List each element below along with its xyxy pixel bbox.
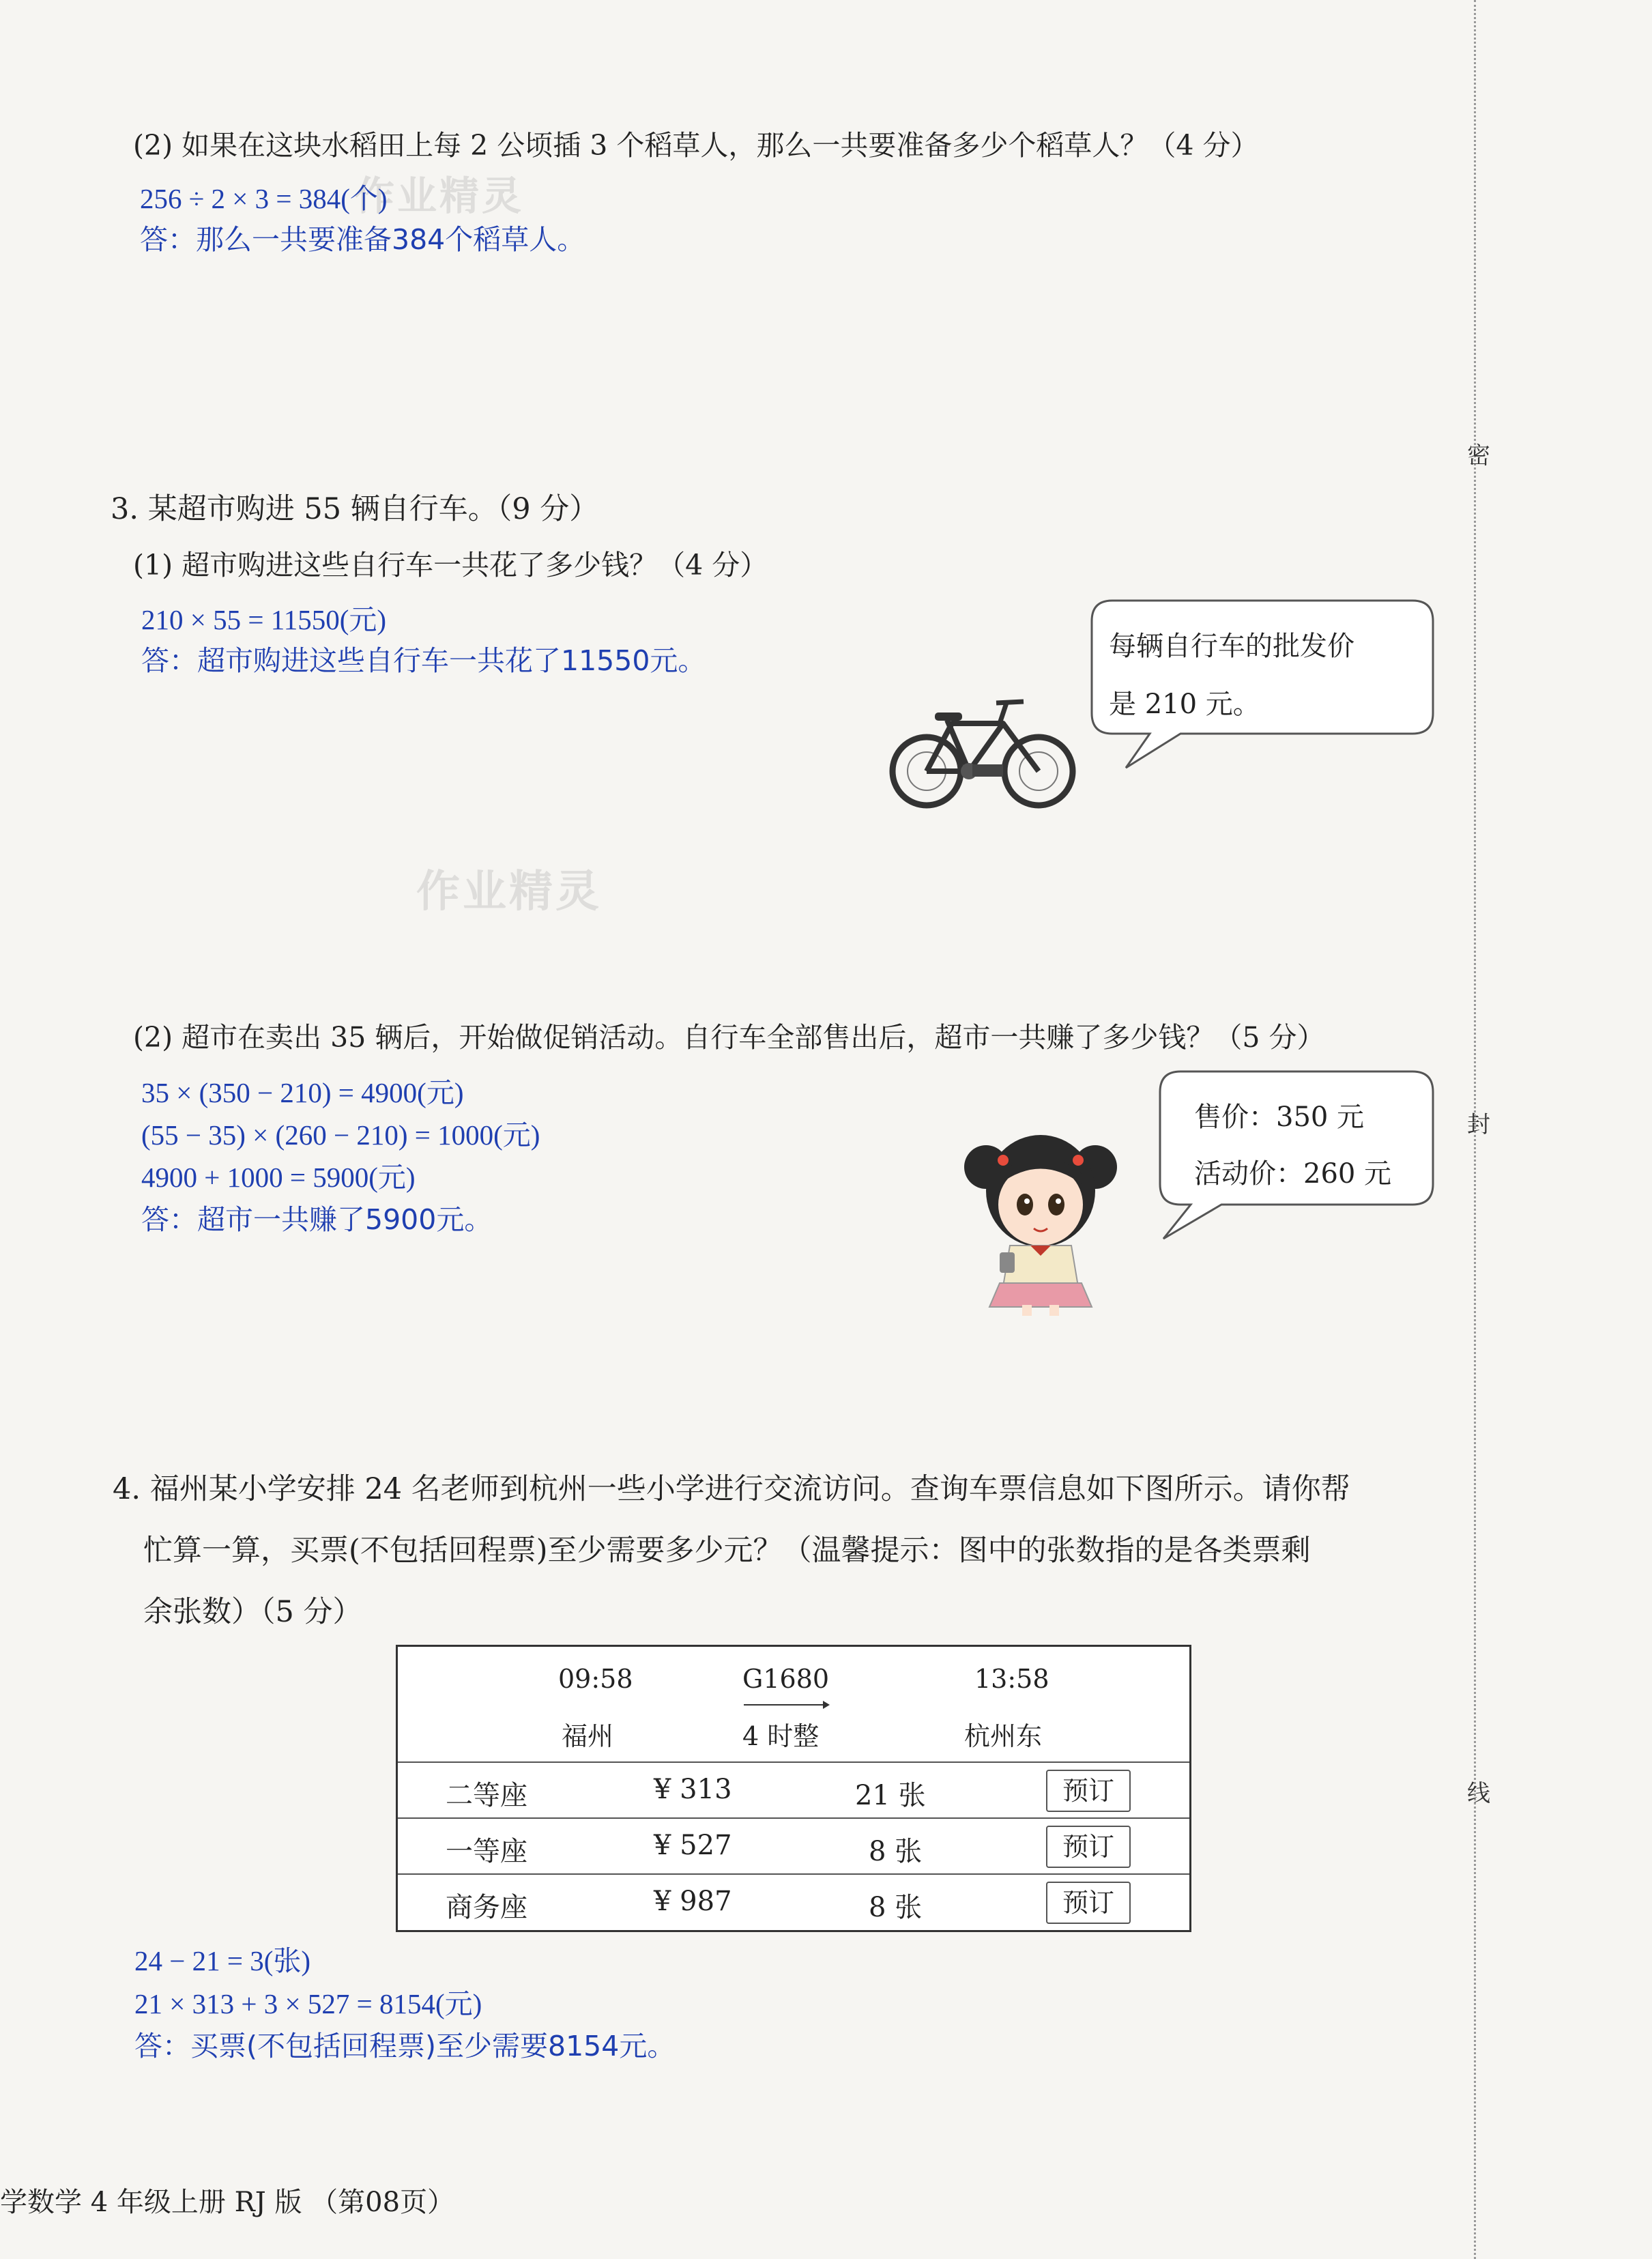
- seat-price: ¥ 527: [654, 1830, 732, 1861]
- q3-part2-calc1: 35 × (350 − 210) = 4900(元): [141, 1077, 464, 1108]
- q2-part2-answer: 答：那么一共要准备384个稻草人。: [140, 223, 585, 256]
- ticket-row: [398, 1761, 1189, 1817]
- seat-type: 二等座: [446, 1780, 527, 1811]
- page-footer: 学数学 4 年级上册 RJ 版 （第08页）: [0, 2187, 455, 2218]
- q3-part2-answer: 答：超市一共赚了5900元。: [141, 1203, 493, 1236]
- q3-part1-question: (1) 超市购进这些自行车一共花了多少钱？（4 分）: [133, 549, 768, 581]
- binding-char-feng: 封: [1467, 1111, 1490, 1138]
- book-button[interactable]: 预订: [1046, 1882, 1131, 1924]
- arrive-time: 13:58: [974, 1664, 1049, 1694]
- seat-count: 8 张: [869, 1892, 923, 1923]
- q4-line2: 忙算一算，买票(不包括回程票)至少需要多少元？（温馨提示：图中的张数指的是各类票剩: [143, 1534, 1311, 1568]
- bubble1-line1: 每辆自行车的批发价: [1109, 631, 1354, 662]
- seat-type: 商务座: [446, 1892, 527, 1923]
- q3-part2-calc3: 4900 + 1000 = 5900(元): [141, 1162, 416, 1193]
- ticket-row: [398, 1817, 1189, 1873]
- q3-title: 3. 某超市购进 55 辆自行车。（9 分）: [111, 492, 599, 526]
- q3-part1-answer: 答：超市购进这些自行车一共花了11550元。: [141, 644, 706, 677]
- bicycle-icon: [887, 696, 1078, 812]
- train-number: G1680: [742, 1664, 830, 1694]
- q3-part2-question: (2) 超市在卖出 35 辆后，开始做促销活动。自行车全部售出后，超市一共赚了多少钱？（5 分）: [133, 1021, 1325, 1054]
- seat-price: ¥ 987: [654, 1886, 732, 1917]
- q4-line1: 4. 福州某小学安排 24 名老师到杭州一些小学进行交流访问。查询车票信息如下图所示。请你帮: [113, 1472, 1350, 1506]
- girl-illustration: [962, 1119, 1119, 1317]
- q4-answer: 答：买票(不包括回程票)至少需要8154元。: [134, 2030, 676, 2062]
- q4-calc1: 24 − 21 = 3(张): [134, 1945, 311, 1976]
- depart-time: 09:58: [558, 1664, 633, 1694]
- duration: 4 时整: [742, 1721, 820, 1751]
- seat-count: 21 张: [855, 1780, 926, 1811]
- bubble2-line2: 活动价：260 元: [1194, 1158, 1392, 1190]
- seat-count: 8 张: [869, 1836, 923, 1867]
- bubble2-line1: 售价：350 元: [1194, 1102, 1365, 1133]
- binding-char-xian: 线: [1467, 1780, 1490, 1807]
- ticket-row: [398, 1873, 1189, 1929]
- seat-price: ¥ 313: [654, 1774, 732, 1805]
- watermark-1: 作业精灵: [355, 173, 525, 219]
- q4-line3: 余张数）（5 分）: [143, 1595, 362, 1629]
- to-station: 杭州东: [964, 1721, 1043, 1751]
- q2-part2-calc: 256 ÷ 2 × 3 = 384(个): [140, 183, 388, 214]
- watermark-2: 作业精灵: [416, 867, 602, 917]
- q2-part2-question: (2) 如果在这块水稻田上每 2 公顷插 3 个稻草人，那么一共要准备多少个稻草人？（4 分）: [133, 129, 1259, 162]
- book-button[interactable]: 预订: [1046, 1770, 1131, 1812]
- book-button[interactable]: 预订: [1046, 1826, 1131, 1868]
- bubble1-line2: 是 210 元。: [1109, 689, 1260, 720]
- from-station: 福州: [562, 1721, 614, 1751]
- q3-part1-calc: 210 × 55 = 11550(元): [141, 604, 387, 635]
- arrow-icon: [742, 1698, 831, 1712]
- q4-calc2: 21 × 313 + 3 × 527 = 8154(元): [134, 1988, 482, 2019]
- binding-char-mi: 密: [1467, 442, 1490, 470]
- ticket-info-table: [396, 1645, 1191, 1932]
- q3-part2-calc2: (55 − 35) × (260 − 210) = 1000(元): [141, 1119, 540, 1151]
- seat-type: 一等座: [446, 1836, 527, 1867]
